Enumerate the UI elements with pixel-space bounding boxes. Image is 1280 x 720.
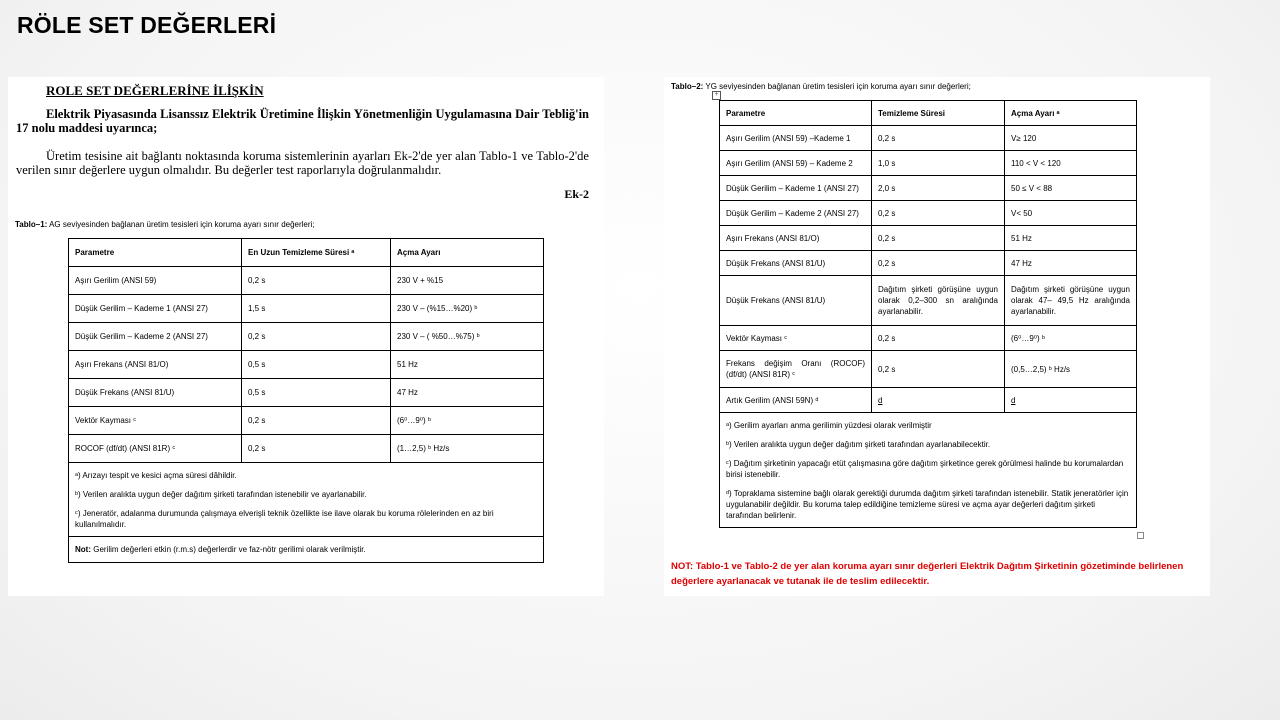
- table-cell: Vektör Kayması ᶜ: [69, 407, 242, 435]
- footnote: ᵈ) Topraklama sistemine bağlı olarak gerektiği durumda dağıtım şirketi tarafından istenebilir. Statik jeneratörler için uygulanabilir değildir. Bu koruma talep edildiğine temizleme süresi ve açma ayar değerleri dağıtım şirketi tarafından belirlenir.: [726, 489, 1129, 520]
- table-header-cell: Parametre: [69, 239, 242, 267]
- table-cell: 230 V – (%15…%20) ᵇ: [391, 295, 544, 323]
- table-row: [720, 201, 1137, 226]
- table-row: [69, 295, 544, 323]
- table-row: [69, 435, 544, 463]
- left-document: [8, 77, 604, 596]
- table-cell: 0,5 s: [242, 351, 391, 379]
- table-footnotes: [720, 413, 1137, 528]
- table-cell: (1…2,5) ᵇ Hz/s: [391, 435, 544, 463]
- table-cell: Düşük Frekans (ANSI 81/U): [720, 276, 872, 326]
- right-document: [664, 77, 1210, 596]
- table-cell: 0,2 s: [872, 251, 1005, 276]
- table-header-cell: Temizleme Süresi: [872, 101, 1005, 126]
- table-row: [720, 126, 1137, 151]
- footnote: ᵇ) Verilen aralıkta uygun değer dağıtım şirketi tarafından istenebilir ve ayarlanabilir.: [75, 490, 367, 499]
- table-cell: 1,0 s: [872, 151, 1005, 176]
- table-header-cell: Açma Ayarı ᵃ: [1005, 101, 1137, 126]
- table-cell: 230 V – ( %50…%75) ᵇ: [391, 323, 544, 351]
- table-cell: Aşırı Gerilim (ANSI 59): [69, 267, 242, 295]
- table-cell: 230 V + %15: [391, 267, 544, 295]
- footnote: ᶜ) Dağıtım şirketinin yapacağı etüt çalışmasına göre dağıtım şirketince gerek görülmesi halinde bu korumalardan birisi istenebilir.: [726, 459, 1124, 479]
- table-cell: d: [872, 388, 1005, 413]
- table-row: [720, 176, 1137, 201]
- document-subheading: Elektrik Piyasasında Lisanssız Elektrik Üretimine İlişkin Yönetmenliğin Uygulamasına Dair Tebliğ'in 17 nolu maddesi uyarınca;: [16, 107, 589, 135]
- table-cell: Artık Gerilim (ANSI 59N) ᵈ: [720, 388, 872, 413]
- red-note: NOT: Tablo-1 ve Tablo-2 de yer alan koruma ayarı sınır değerleri Elektrik Dağıtım Şirketinin gözetiminde belirlenen değerlere ayarlanacak ve tutanak ile de teslim edilecektir.: [671, 561, 1184, 587]
- table-cell: 1,5 s: [242, 295, 391, 323]
- table-cell: 0,2 s: [872, 326, 1005, 351]
- table-row: [720, 326, 1137, 351]
- table-cell: 0,2 s: [242, 407, 391, 435]
- note-label: Not:: [75, 545, 91, 554]
- table-footnote-row: [69, 463, 544, 537]
- table1-caption: [15, 220, 315, 229]
- table-cell: 50 ≤ V < 88: [1005, 176, 1137, 201]
- table-header-cell: Parametre: [720, 101, 872, 126]
- table-cell: Düşük Gerilim – Kademe 2 (ANSI 27): [720, 201, 872, 226]
- table-row: [720, 251, 1137, 276]
- footnote: ᶜ) Jeneratör, adalanma durumunda çalışmaya elverişli teknik özellikte ise ilave olarak bu koruma rölelerinden en az biri kullanılmalıdır.: [75, 509, 494, 529]
- table-row: [720, 226, 1137, 251]
- table-row: [69, 351, 544, 379]
- table-row: [720, 388, 1137, 413]
- table-cell: 47 Hz: [391, 379, 544, 407]
- table2-caption-label: Tablo–2:: [671, 82, 704, 91]
- table-cell: V< 50: [1005, 201, 1137, 226]
- table-move-handle-icon[interactable]: +: [712, 91, 721, 100]
- table-resize-handle-icon[interactable]: [1137, 532, 1144, 539]
- table2-caption-text: YG seviyesinden bağlanan üretim tesisleri için koruma ayarı sınır değerleri;: [703, 82, 971, 91]
- table-row: [69, 267, 544, 295]
- table-cell: 0,2 s: [872, 226, 1005, 251]
- table-footnotes: [69, 463, 544, 537]
- table1: [68, 238, 544, 563]
- table-cell: 0,2 s: [242, 323, 391, 351]
- table2: [719, 100, 1137, 528]
- table-cell: 0,2 s: [242, 435, 391, 463]
- table-row: [720, 151, 1137, 176]
- table-header-cell: Açma Ayarı: [391, 239, 544, 267]
- table-cell: Vektör Kayması ᶜ: [720, 326, 872, 351]
- table-row: [69, 323, 544, 351]
- table-cell: Düşük Gerilim – Kademe 1 (ANSI 27): [69, 295, 242, 323]
- table-cell: 51 Hz: [391, 351, 544, 379]
- table1-caption-label: Tablo–1:: [15, 220, 48, 229]
- table-cell: Aşırı Frekans (ANSI 81/O): [720, 226, 872, 251]
- slide-title: RÖLE SET DEĞERLERİ: [17, 12, 277, 38]
- document-paragraph: Üretim tesisine ait bağlantı noktasında koruma sistemlerinin ayarları Ek-2'de yer alan Tablo-1 ve Tablo-2'de verilen sınır değerlere uygun olmalıdır. Bu değerler test raporlarıyla doğrulanmalıdır.: [16, 149, 589, 177]
- table-cell: ROCOF (df/dt) (ANSI 81R) ᶜ: [69, 435, 242, 463]
- table-header-row: [720, 101, 1137, 126]
- table-cell: Düşük Gerilim – Kademe 1 (ANSI 27): [720, 176, 872, 201]
- table-cell: Düşük Frekans (ANSI 81/U): [69, 379, 242, 407]
- table-cell: Aşırı Gerilim (ANSI 59) –Kademe 1: [720, 126, 872, 151]
- table-row: [720, 276, 1137, 326]
- table-header-cell: En Uzun Temizleme Süresi ᵃ: [242, 239, 391, 267]
- footnote: ᵃ) Gerilim ayarları anma gerilimin yüzdesi olarak verilmiştir: [726, 421, 932, 430]
- table-cell: Düşük Frekans (ANSI 81/U): [720, 251, 872, 276]
- document-heading: ROLE SET DEĞERLERİNE İLİŞKİN: [46, 83, 264, 98]
- table-note-row: [69, 537, 544, 563]
- table-cell: Aşırı Frekans (ANSI 81/O): [69, 351, 242, 379]
- table-cell: (6⁰…9⁰) ᵇ: [391, 407, 544, 435]
- table-cell: 0,2 s: [242, 267, 391, 295]
- table-cell: 2,0 s: [872, 176, 1005, 201]
- table-cell: Aşırı Gerilim (ANSI 59) – Kademe 2: [720, 151, 872, 176]
- table-cell: (0,5…2,5) ᵇ Hz/s: [1005, 351, 1137, 388]
- table-cell: Dağıtım şirketi görüşüne uygun olarak 47– 49,5 Hz aralığında ayarlanabilir.: [1005, 276, 1137, 326]
- table-cell: Frekans değişim Oranı (ROCOF) (df/dt) (ANSI 81R) ᶜ: [720, 351, 872, 388]
- table-cell: Düşük Gerilim – Kademe 2 (ANSI 27): [69, 323, 242, 351]
- table2-caption: [671, 82, 971, 91]
- table-cell: 0,2 s: [872, 126, 1005, 151]
- table-cell: 110 < V < 120: [1005, 151, 1137, 176]
- table-cell: 0,2 s: [872, 201, 1005, 226]
- table-cell: 0,2 s: [872, 351, 1005, 388]
- table-cell: Dağıtım şirketi görüşüne uygun olarak 0,2–300 sn aralığında ayarlanabilir.: [872, 276, 1005, 326]
- table-cell: 0,5 s: [242, 379, 391, 407]
- table-cell: V≥ 120: [1005, 126, 1137, 151]
- table-row: [69, 379, 544, 407]
- table1-caption-text: AG seviyesinden bağlanan üretim tesisleri için koruma ayarı sınır değerleri;: [47, 220, 315, 229]
- table-cell: 47 Hz: [1005, 251, 1137, 276]
- note-text: Gerilim değerleri etkin (r.m.s) değerlerdir ve faz-nötr gerilimi olarak verilmiştir.: [91, 545, 366, 554]
- table-note: [69, 537, 544, 563]
- table-row: [720, 351, 1137, 388]
- table-footnote-row: [720, 413, 1137, 528]
- table-row: [69, 407, 544, 435]
- table-cell: 51 Hz: [1005, 226, 1137, 251]
- table-cell: (6⁰…9⁰) ᵇ: [1005, 326, 1137, 351]
- table-header-row: [69, 239, 544, 267]
- footnote: ᵃ) Arızayı tespit ve kesici açma süresi dâhildir.: [75, 471, 237, 480]
- ek-label: Ek-2: [564, 187, 589, 201]
- footnote: ᵇ) Verilen aralıkta uygun değer dağıtım şirketi tarafından ayarlanabilecektir.: [726, 440, 991, 449]
- table-cell: d: [1005, 388, 1137, 413]
